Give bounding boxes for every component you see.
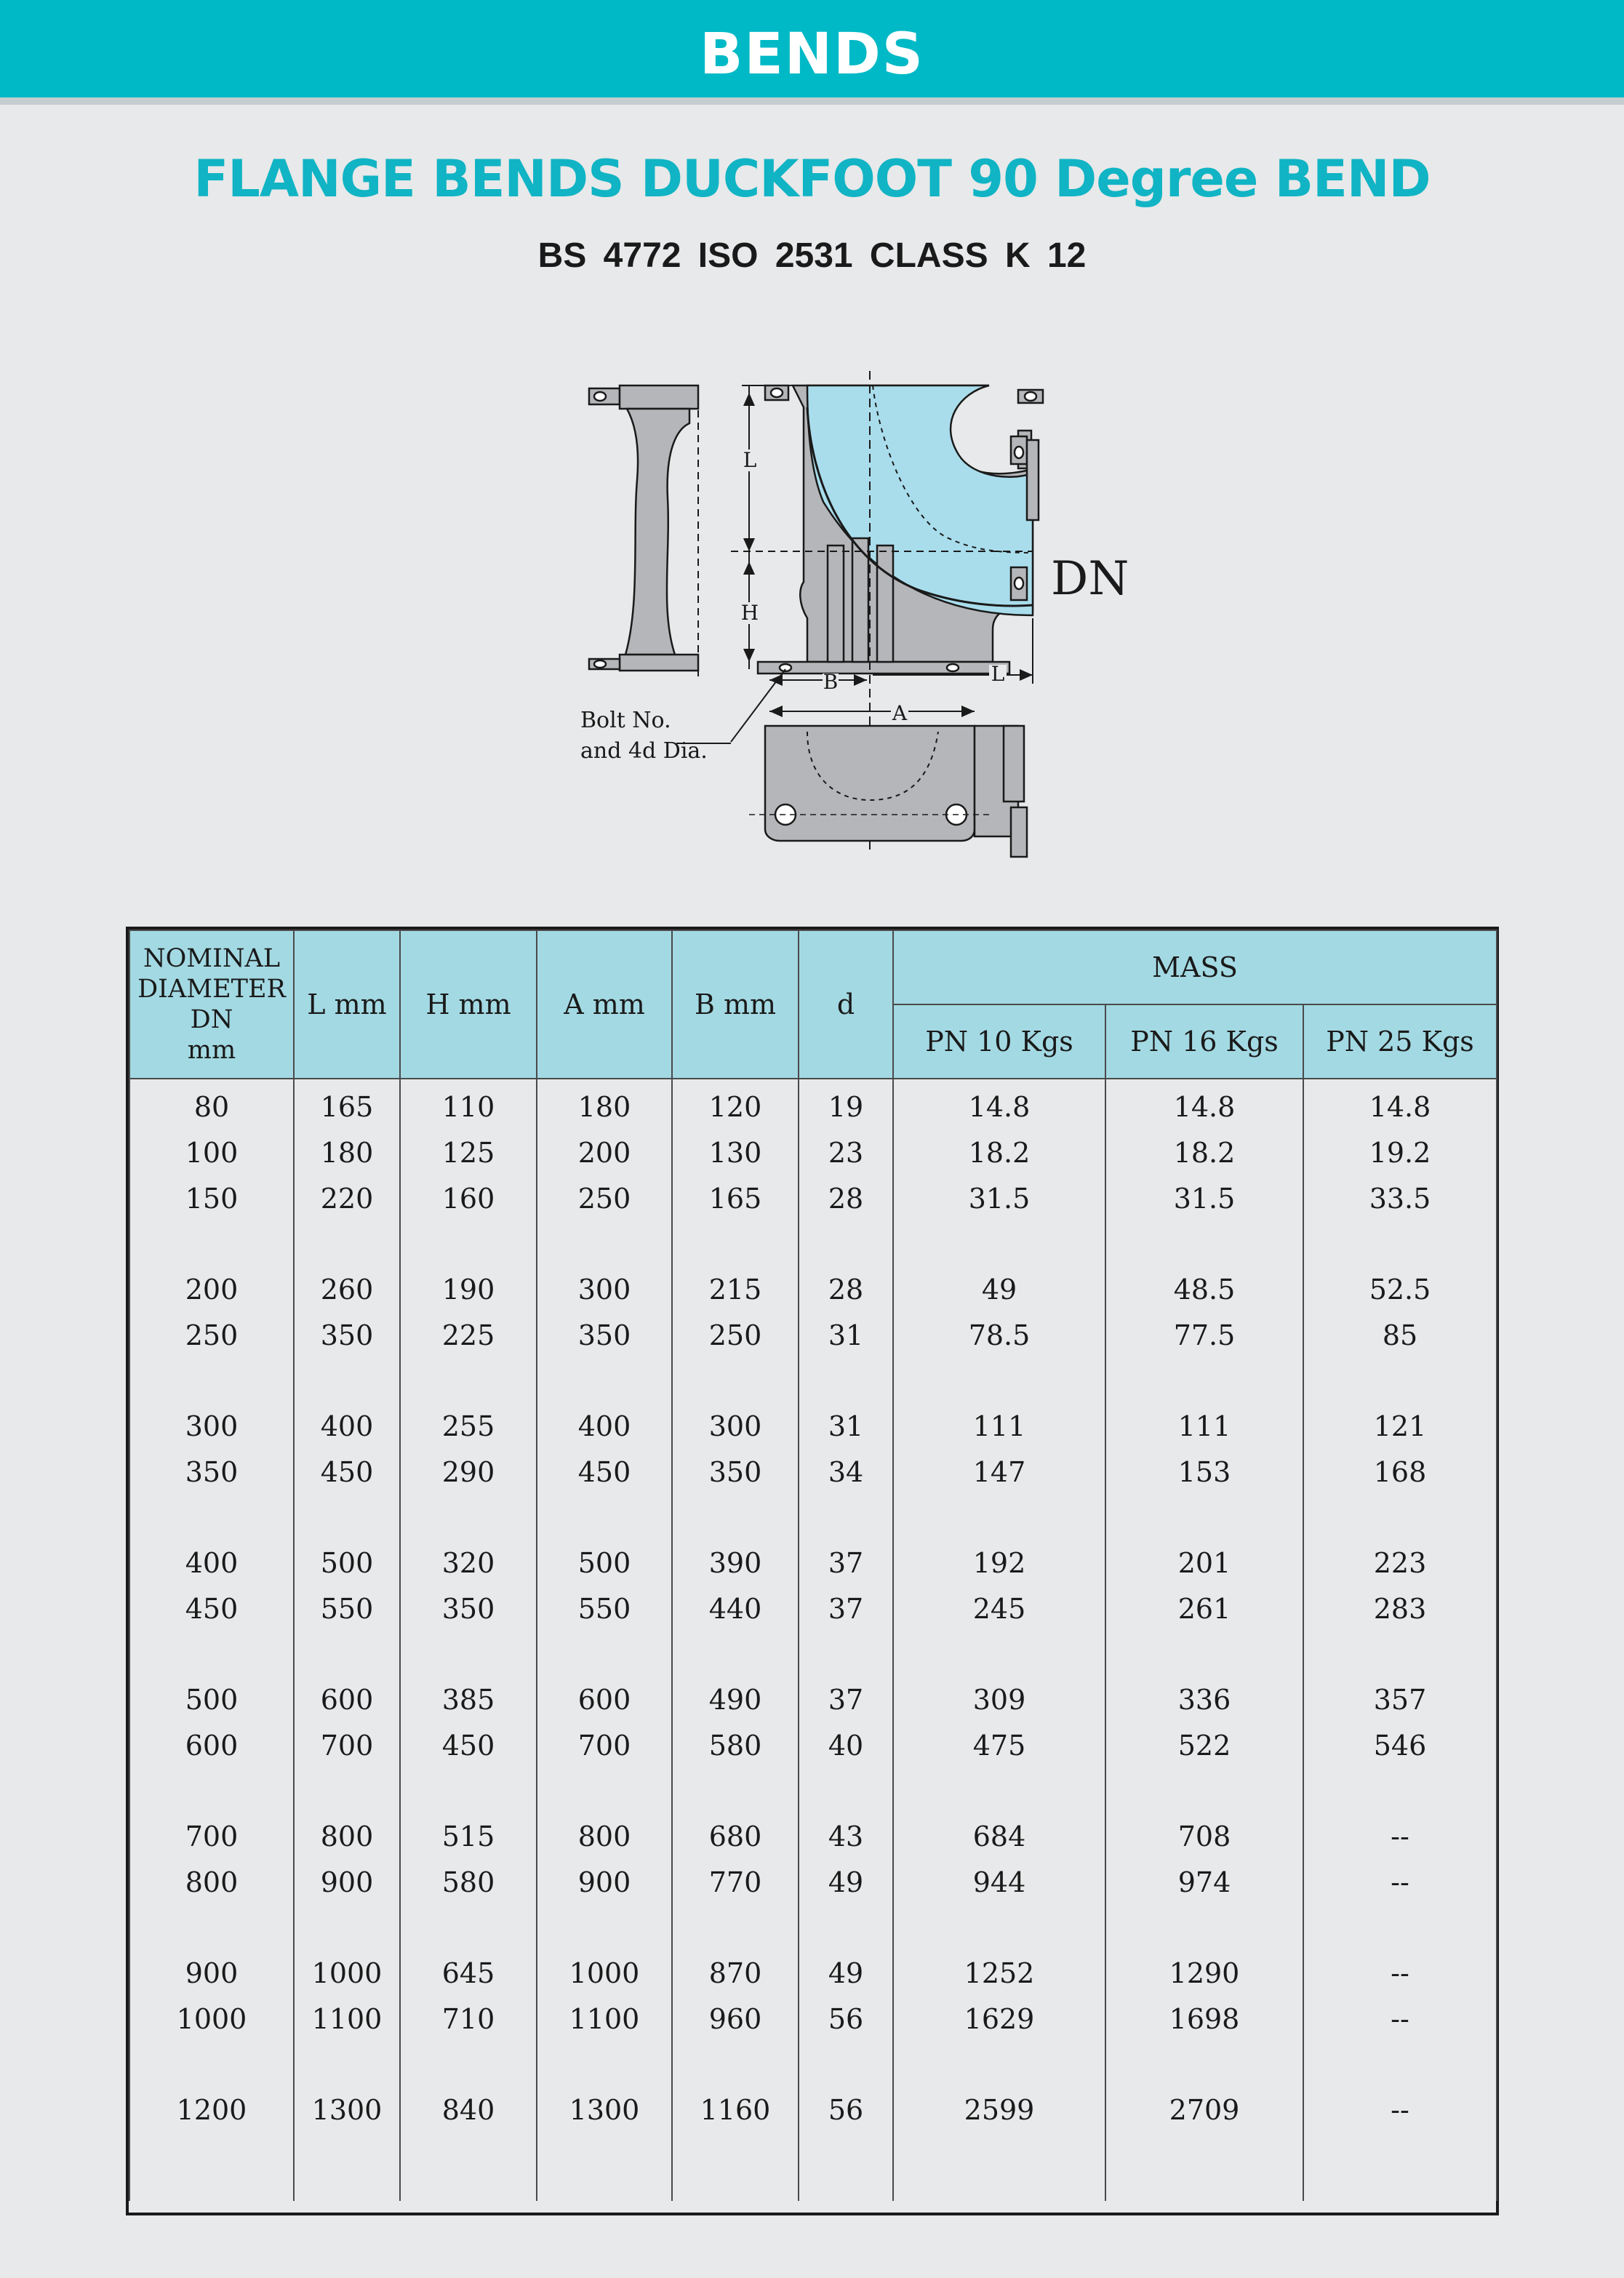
dim-label-b: B: [823, 670, 839, 694]
cell-l: 1000: [294, 1950, 400, 1996]
cell-a: 500: [537, 1540, 672, 1586]
cell-pn25: 357: [1303, 1676, 1497, 1722]
cell-h: 290: [400, 1449, 537, 1495]
header-nominal-line2: DIAMETER: [137, 975, 286, 1004]
row-spacer: [129, 1905, 1497, 1950]
cell-l: 600: [294, 1676, 400, 1722]
cell-a: 400: [537, 1403, 672, 1449]
plan-view: [765, 726, 1027, 857]
cell-b: 390: [672, 1540, 799, 1586]
cell-h: 710: [400, 1996, 537, 2042]
dn-label: DN: [1051, 552, 1129, 606]
dimensions-table: [129, 930, 1497, 2201]
table-row: [129, 1676, 1497, 1722]
cell-d: 37: [799, 1540, 893, 1586]
cell-a: 200: [537, 1130, 672, 1175]
cell-pn16: 201: [1105, 1540, 1303, 1586]
cell-pn10: 684: [893, 1813, 1105, 1859]
cell-d: 28: [799, 1175, 893, 1221]
cell-pn25: --: [1303, 2087, 1497, 2133]
cell-a: 900: [537, 1859, 672, 1905]
cell-l: 1300: [294, 2087, 400, 2133]
banner-underline: [0, 97, 1624, 105]
cell-h: 125: [400, 1130, 537, 1175]
cell-dn: 350: [129, 1449, 294, 1495]
cell-dn: 1000: [129, 1996, 294, 2042]
header-b: B mm: [672, 930, 799, 1079]
cell-b: 250: [672, 1312, 799, 1358]
cell-pn16: 77.5: [1105, 1312, 1303, 1358]
cell-dn: 300: [129, 1403, 294, 1449]
cell-a: 250: [537, 1175, 672, 1221]
cell-l: 180: [294, 1130, 400, 1175]
table-row: [129, 1175, 1497, 1221]
cell-b: 440: [672, 1586, 799, 1631]
banner-title: BENDS: [700, 22, 924, 87]
cell-b: 770: [672, 1859, 799, 1905]
header-l: L mm: [294, 930, 400, 1079]
row-spacer: [129, 1358, 1497, 1403]
cell-b: 1160: [672, 2087, 799, 2133]
cell-pn16: 336: [1105, 1676, 1303, 1722]
cell-h: 225: [400, 1312, 537, 1358]
cell-l: 800: [294, 1813, 400, 1859]
table-row: [129, 1403, 1497, 1449]
cell-b: 215: [672, 1266, 799, 1312]
row-spacer: [129, 1768, 1497, 1813]
table-row: [129, 1079, 1497, 1130]
cell-l: 700: [294, 1722, 400, 1768]
cell-b: 580: [672, 1722, 799, 1768]
cell-a: 1000: [537, 1950, 672, 1996]
cell-a: 550: [537, 1586, 672, 1631]
cell-l: 500: [294, 1540, 400, 1586]
header-pn16: PN 16 Kgs: [1105, 1004, 1303, 1079]
cell-a: 180: [537, 1079, 672, 1130]
cell-pn16: 261: [1105, 1586, 1303, 1631]
cell-dn: 900: [129, 1950, 294, 1996]
cell-dn: 400: [129, 1540, 294, 1586]
row-spacer: [129, 1631, 1497, 1676]
cell-dn: 450: [129, 1586, 294, 1631]
cell-d: 49: [799, 1859, 893, 1905]
row-spacer: [129, 1495, 1497, 1540]
cell-pn10: 192: [893, 1540, 1105, 1586]
cell-pn25: 52.5: [1303, 1266, 1497, 1312]
cell-l: 1100: [294, 1996, 400, 2042]
cell-pn10: 1252: [893, 1950, 1105, 1996]
cell-b: 300: [672, 1403, 799, 1449]
cell-pn10: 245: [893, 1586, 1105, 1631]
page-title: FLANGE BENDS DUCKFOOT 90 Degree BEND: [193, 149, 1431, 209]
cell-b: 870: [672, 1950, 799, 1996]
cell-pn16: 111: [1105, 1403, 1303, 1449]
cell-dn: 500: [129, 1676, 294, 1722]
cell-pn10: 147: [893, 1449, 1105, 1495]
cell-pn10: 475: [893, 1722, 1105, 1768]
cell-h: 190: [400, 1266, 537, 1312]
cell-b: 130: [672, 1130, 799, 1175]
cell-dn: 80: [129, 1079, 294, 1130]
header-pn10: PN 10 Kgs: [893, 1004, 1105, 1079]
cell-dn: 800: [129, 1859, 294, 1905]
cell-pn25: --: [1303, 1950, 1497, 1996]
bolt-callout-line2: and 4d Dia.: [580, 738, 708, 764]
cell-pn16: 708: [1105, 1813, 1303, 1859]
cell-dn: 150: [129, 1175, 294, 1221]
row-spacer: [129, 1221, 1497, 1266]
cell-d: 31: [799, 1312, 893, 1358]
cell-h: 320: [400, 1540, 537, 1586]
cell-l: 450: [294, 1449, 400, 1495]
cell-pn16: 2709: [1105, 2087, 1303, 2133]
cell-pn10: 944: [893, 1859, 1105, 1905]
table-row: [129, 1266, 1497, 1312]
cell-pn25: 121: [1303, 1403, 1497, 1449]
cell-d: 56: [799, 1996, 893, 2042]
row-spacer: [129, 2133, 1497, 2201]
cell-pn16: 31.5: [1105, 1175, 1303, 1221]
cell-pn10: 31.5: [893, 1175, 1105, 1221]
cell-a: 1300: [537, 2087, 672, 2133]
table-row: [129, 1449, 1497, 1495]
table-row: [129, 1540, 1497, 1586]
cell-h: 160: [400, 1175, 537, 1221]
table-row: [129, 1813, 1497, 1859]
cell-pn16: 1698: [1105, 1996, 1303, 2042]
cell-d: 40: [799, 1722, 893, 1768]
header-pn25: PN 25 Kgs: [1303, 1004, 1497, 1079]
cell-pn25: 33.5: [1303, 1175, 1497, 1221]
cell-l: 260: [294, 1266, 400, 1312]
cell-l: 550: [294, 1586, 400, 1631]
cell-l: 220: [294, 1175, 400, 1221]
cell-h: 255: [400, 1403, 537, 1449]
cell-a: 1100: [537, 1996, 672, 2042]
cell-b: 165: [672, 1175, 799, 1221]
cell-d: 37: [799, 1586, 893, 1631]
cell-h: 385: [400, 1676, 537, 1722]
bolt-callout-line1: Bolt No.: [580, 708, 671, 733]
cell-pn10: 2599: [893, 2087, 1105, 2133]
table-row: [129, 1950, 1497, 1996]
header-d: d: [799, 930, 893, 1079]
cell-b: 350: [672, 1449, 799, 1495]
cell-pn10: 1629: [893, 1996, 1105, 2042]
front-view: [758, 385, 1043, 674]
cell-pn25: 223: [1303, 1540, 1497, 1586]
cell-pn16: 1290: [1105, 1950, 1303, 1996]
header-nominal-line4: mm: [187, 1036, 236, 1065]
cell-h: 580: [400, 1859, 537, 1905]
cell-l: 400: [294, 1403, 400, 1449]
cell-pn16: 153: [1105, 1449, 1303, 1495]
cell-pn16: 522: [1105, 1722, 1303, 1768]
dim-label-a: A: [892, 701, 908, 725]
cell-a: 800: [537, 1813, 672, 1859]
cell-pn25: 85: [1303, 1312, 1497, 1358]
cell-pn16: 18.2: [1105, 1130, 1303, 1175]
dimensions-table-frame: [126, 927, 1499, 2215]
row-spacer: [129, 2042, 1497, 2087]
cell-d: 19: [799, 1079, 893, 1130]
table-row: [129, 1996, 1497, 2042]
cell-h: 645: [400, 1950, 537, 1996]
table-row: [129, 1859, 1497, 1905]
cell-pn25: 14.8: [1303, 1079, 1497, 1130]
cell-h: 840: [400, 2087, 537, 2133]
cell-d: 23: [799, 1130, 893, 1175]
duckfoot-bend-diagram: [567, 371, 1149, 866]
cell-d: 28: [799, 1266, 893, 1312]
table-row: [129, 2087, 1497, 2133]
cell-pn16: 974: [1105, 1859, 1303, 1905]
cell-d: 31: [799, 1403, 893, 1449]
cell-b: 490: [672, 1676, 799, 1722]
cell-a: 350: [537, 1312, 672, 1358]
cell-l: 900: [294, 1859, 400, 1905]
cell-d: 49: [799, 1950, 893, 1996]
cell-pn25: --: [1303, 1996, 1497, 2042]
cell-b: 680: [672, 1813, 799, 1859]
dim-label-l: L: [743, 448, 757, 472]
cell-dn: 200: [129, 1266, 294, 1312]
header-a: A mm: [537, 930, 672, 1079]
cell-h: 350: [400, 1586, 537, 1631]
header-h: H mm: [400, 930, 537, 1079]
cell-pn16: 48.5: [1105, 1266, 1303, 1312]
table-row: [129, 1586, 1497, 1631]
cell-pn10: 18.2: [893, 1130, 1105, 1175]
cell-pn16: 14.8: [1105, 1079, 1303, 1130]
cell-h: 110: [400, 1079, 537, 1130]
cell-dn: 250: [129, 1312, 294, 1358]
cell-a: 600: [537, 1676, 672, 1722]
cell-dn: 700: [129, 1813, 294, 1859]
table-row: [129, 1312, 1497, 1358]
cell-pn10: 111: [893, 1403, 1105, 1449]
cell-pn25: 168: [1303, 1449, 1497, 1495]
cell-d: 37: [799, 1676, 893, 1722]
cell-pn25: 19.2: [1303, 1130, 1497, 1175]
cell-b: 120: [672, 1079, 799, 1130]
cell-h: 450: [400, 1722, 537, 1768]
cell-dn: 1200: [129, 2087, 294, 2133]
cell-dn: 600: [129, 1722, 294, 1768]
cell-d: 43: [799, 1813, 893, 1859]
cell-pn25: 283: [1303, 1586, 1497, 1631]
table-row: [129, 1130, 1497, 1175]
dim-label-h: H: [740, 601, 759, 625]
cell-pn25: 546: [1303, 1722, 1497, 1768]
cell-pn10: 49: [893, 1266, 1105, 1312]
cell-pn25: --: [1303, 1859, 1497, 1905]
cell-l: 350: [294, 1312, 400, 1358]
cell-d: 34: [799, 1449, 893, 1495]
standards-subtitle: BS 4772 ISO 2531 CLASS K 12: [537, 236, 1087, 275]
cell-h: 515: [400, 1813, 537, 1859]
side-view: [589, 385, 698, 671]
header-nominal-line3: DN: [190, 1005, 233, 1034]
cell-pn10: 309: [893, 1676, 1105, 1722]
dim-label-l-bottom: L: [991, 662, 1005, 686]
cell-pn25: --: [1303, 1813, 1497, 1859]
cell-l: 165: [294, 1079, 400, 1130]
header-nominal-diameter: [129, 930, 294, 1079]
header-nominal-line1: NOMINAL: [143, 944, 281, 973]
cell-pn10: 14.8: [893, 1079, 1105, 1130]
cell-a: 700: [537, 1722, 672, 1768]
cell-b: 960: [672, 1996, 799, 2042]
cell-a: 300: [537, 1266, 672, 1312]
cell-pn10: 78.5: [893, 1312, 1105, 1358]
header-mass: MASS: [893, 930, 1497, 1004]
cell-a: 450: [537, 1449, 672, 1495]
cell-d: 56: [799, 2087, 893, 2133]
cell-dn: 100: [129, 1130, 294, 1175]
table-row: [129, 1722, 1497, 1768]
